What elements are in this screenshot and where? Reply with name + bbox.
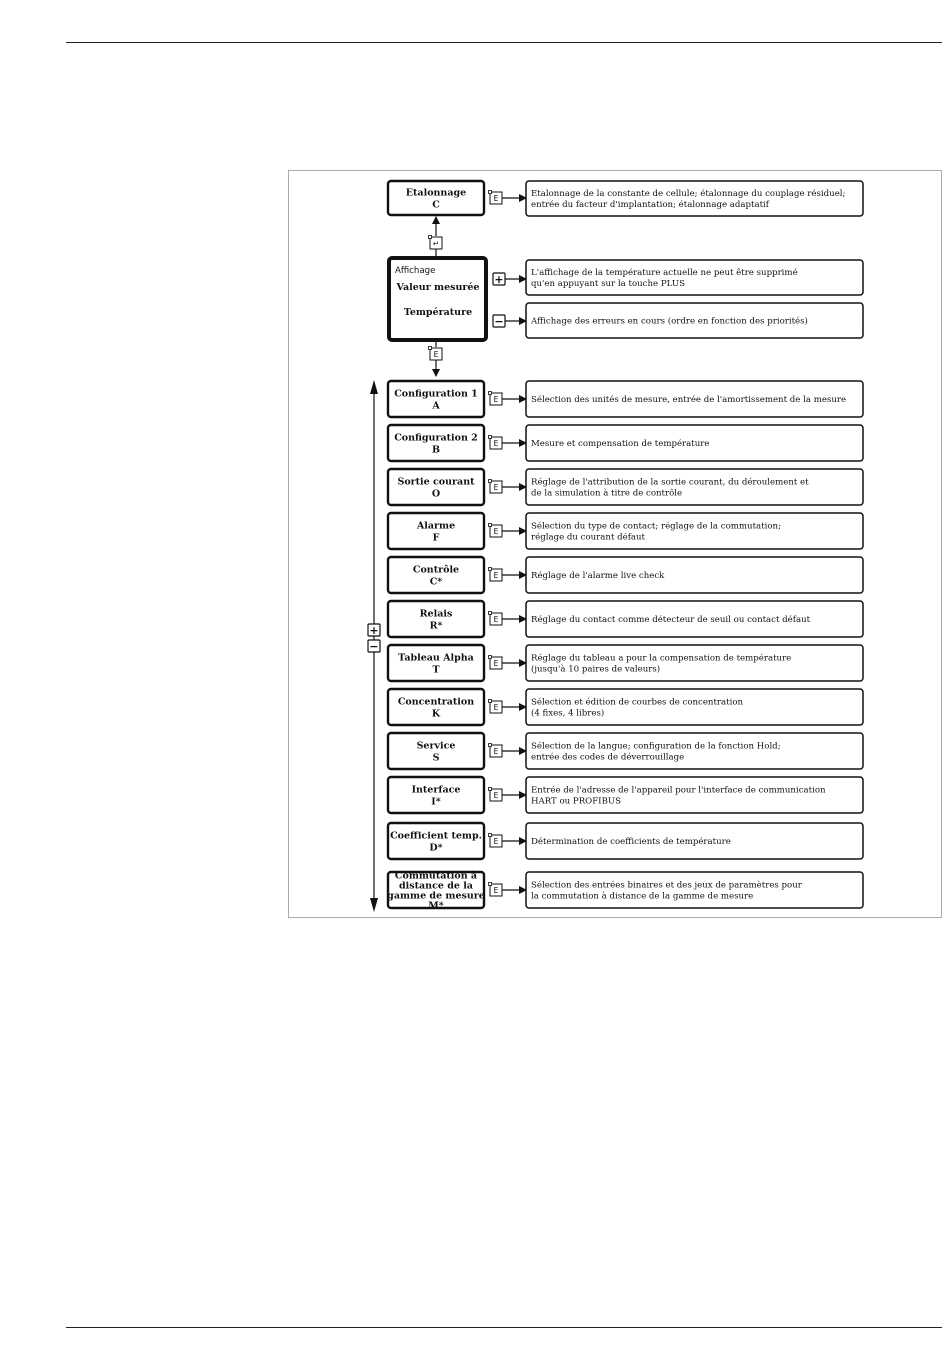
scroll-arrow-down — [370, 898, 378, 912]
description-line: Sélection et édition de courbes de concentration — [531, 697, 744, 708]
svg-text:E: E — [493, 659, 499, 668]
menu-box-0[interactable] — [388, 381, 484, 417]
enter-key-icon — [489, 788, 503, 802]
description-line: entrée des codes de déverrouillage — [531, 752, 685, 763]
description-line: Sélection du type de contact; réglage de la commutation; — [531, 521, 781, 532]
menu-box-label: Commutation à — [394, 870, 478, 882]
description-line: L'affichage de la température actuelle ne peut être supprimé — [531, 268, 798, 278]
menu-box-8[interactable] — [388, 733, 484, 769]
menu-box-label: S — [432, 752, 440, 764]
menu-box-label: gamme de mesure — [387, 890, 485, 902]
menu-box-label: Concentration — [397, 696, 475, 708]
display-box[interactable] — [389, 258, 486, 340]
description-line: qu'en appuyant sur la touche PLUS — [531, 279, 685, 289]
plus-key-icon — [493, 273, 505, 286]
menu-box-label: Sortie courant — [397, 476, 475, 488]
menu-box-11[interactable] — [387, 871, 485, 912]
scroll-plus-key-icon — [368, 624, 380, 637]
enter-key-icon — [429, 347, 443, 361]
menu-box-9[interactable] — [388, 777, 484, 813]
minus-key-icon — [493, 315, 505, 328]
description-6 — [526, 645, 863, 681]
enter-key-icon — [489, 744, 503, 758]
description-display-minus — [526, 303, 863, 338]
description-line: entrée du facteur d'implantation; étalonnage adaptatif — [531, 200, 769, 210]
menu-box-4[interactable] — [388, 557, 484, 593]
description-display-plus — [526, 260, 863, 295]
menu-box-label: F — [432, 532, 440, 544]
svg-text:E: E — [493, 791, 499, 800]
description-line: Sélection des entrées binaires et des jeux de paramètres pour — [531, 880, 802, 891]
menu-box-label: Configuration 1 — [394, 388, 478, 400]
display-box-line1: Valeur mesurée — [396, 282, 480, 293]
description-line: Réglage de l'alarme live check — [531, 571, 665, 581]
enter-key-icon — [489, 524, 503, 538]
description-9 — [526, 777, 863, 813]
menu-box-label: T — [432, 664, 440, 676]
footer-rule — [66, 1327, 942, 1328]
menu-box-label: Service — [416, 740, 456, 752]
menu-box-label: Alarme — [416, 520, 456, 532]
menu-box-7[interactable] — [388, 689, 484, 725]
description-3 — [526, 513, 863, 549]
menu-box-label: Etalonnage — [405, 187, 467, 199]
description-8 — [526, 733, 863, 769]
menu-box-label: C — [432, 199, 440, 211]
svg-text:E: E — [493, 886, 499, 895]
display-box-line2: Température — [403, 307, 473, 318]
description-line: Mesure et compensation de température — [531, 439, 710, 449]
enter-key-icon — [489, 392, 503, 406]
description-1 — [526, 425, 863, 461]
description-4 — [526, 557, 863, 593]
escape-key-icon — [429, 236, 443, 250]
description-line: Sélection des unités de mesure, entrée de l'amortissement de la mesure — [531, 395, 847, 405]
svg-text:+: + — [494, 273, 504, 286]
description-line: Réglage du contact comme détecteur de seuil ou contact défaut — [531, 615, 811, 625]
menu-box-3[interactable] — [388, 513, 484, 549]
menu-box-label: O — [431, 488, 441, 500]
enter-key-icon — [489, 700, 503, 714]
enter-key-icon — [489, 436, 503, 450]
menu-box-label: A — [432, 400, 440, 412]
menu-box-label: Configuration 2 — [394, 432, 478, 444]
description-etalonnage — [526, 181, 863, 216]
menu-box-label: Relais — [419, 608, 453, 620]
menu-box-6[interactable] — [388, 645, 484, 681]
svg-text:−: − — [494, 315, 504, 328]
svg-text:E: E — [493, 703, 499, 712]
description-line: Entrée de l'adresse de l'appareil pour l'interface de communication — [531, 785, 826, 796]
svg-text:E: E — [493, 615, 499, 624]
svg-text:E: E — [493, 395, 499, 404]
menu-box-label: D* — [429, 842, 443, 854]
menu-box-label: K — [431, 708, 441, 720]
description-line: Réglage de l'attribution de la sortie courant, du déroulement et — [531, 477, 809, 488]
menu-box-label: R* — [429, 620, 443, 632]
svg-text:E: E — [493, 194, 499, 203]
enter-key-icon — [489, 834, 503, 848]
display-box-label: Affichage — [395, 266, 436, 276]
description-11 — [526, 872, 863, 908]
description-2 — [526, 469, 863, 505]
menu-box-label: Coefficient temp. — [390, 830, 482, 842]
enter-key-icon — [489, 191, 503, 205]
svg-text:E: E — [493, 571, 499, 580]
menu-box-label: distance de la — [399, 880, 473, 892]
scroll-arrow-up — [370, 380, 378, 394]
menu-box-etalonnage[interactable] — [388, 181, 484, 215]
menu-box-label: M* — [428, 900, 444, 912]
menu-box-label: Contrôle — [412, 564, 460, 576]
svg-text:E: E — [493, 439, 499, 448]
svg-text:E: E — [493, 837, 499, 846]
svg-text:+: + — [369, 624, 379, 637]
svg-text:E: E — [493, 527, 499, 536]
svg-text:E: E — [493, 483, 499, 492]
enter-key-icon — [489, 883, 503, 897]
menu-box-1[interactable] — [388, 425, 484, 461]
svg-text:E: E — [493, 747, 499, 756]
description-7 — [526, 689, 863, 725]
menu-box-label: Tableau Alpha — [398, 652, 474, 664]
menu-box-label: C* — [429, 576, 443, 588]
svg-text:↵: ↵ — [432, 239, 440, 248]
enter-key-icon — [489, 612, 503, 626]
enter-key-icon — [489, 656, 503, 670]
menu-box-label: Interface — [411, 784, 461, 796]
description-line: Affichage des erreurs en cours (ordre en fonction des priorités) — [531, 316, 808, 327]
menu-box-label: I* — [431, 796, 441, 808]
enter-key-icon — [489, 480, 503, 494]
svg-text:E: E — [433, 350, 439, 359]
description-line: réglage du courant défaut — [531, 532, 646, 543]
description-line: Détermination de coefficients de température — [531, 837, 731, 847]
description-line: la commutation à distance de la gamme de mesure — [531, 891, 754, 902]
menu-box-10[interactable] — [388, 823, 484, 859]
menu-box-2[interactable] — [388, 469, 484, 505]
description-line: HART ou PROFIBUS — [531, 796, 622, 807]
menu-box-label: B — [431, 444, 441, 456]
description-line: Réglage du tableau a pour la compensation de température — [531, 653, 792, 664]
description-line: Etalonnage de la constante de cellule; étalonnage du couplage résiduel; — [531, 189, 846, 199]
menu-box-5[interactable] — [388, 601, 484, 637]
enter-key-icon — [489, 568, 503, 582]
menu-structure-diagram — [288, 170, 942, 918]
description-5 — [526, 601, 863, 637]
header-rule — [66, 42, 942, 43]
description-0 — [526, 381, 863, 417]
description-line: Sélection de la langue; configuration de la fonction Hold; — [531, 741, 781, 752]
description-line: (4 fixes, 4 libres) — [531, 708, 605, 719]
scroll-minus-key-icon — [368, 640, 380, 653]
description-line: (jusqu'à 10 paires de valeurs) — [531, 664, 661, 675]
description-10 — [526, 823, 863, 859]
svg-text:−: − — [369, 640, 379, 653]
description-line: de la simulation à titre de contrôle — [531, 488, 683, 499]
